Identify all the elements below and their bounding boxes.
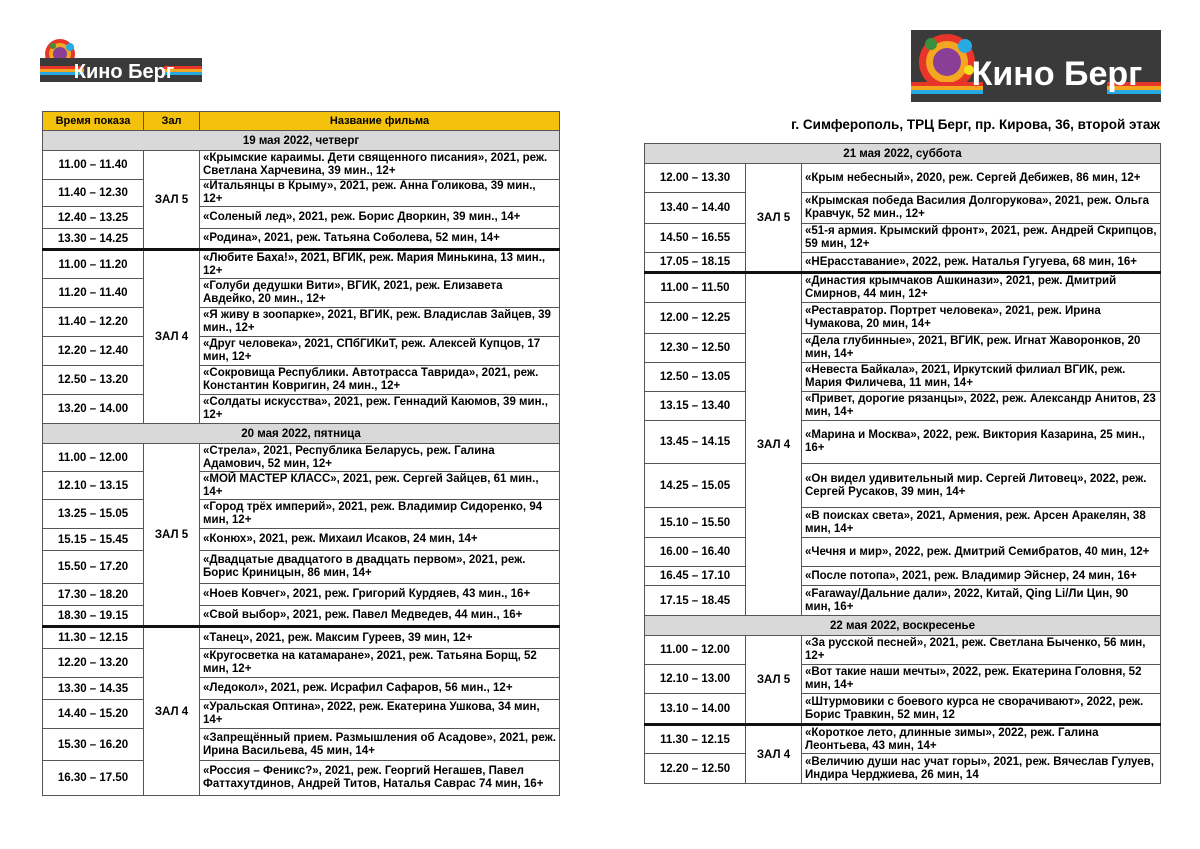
day-header-row xyxy=(645,616,1161,636)
film-description: «Ледокол», 2021, реж. Исрафил Сафаров, 56 мин., 12+ xyxy=(200,678,560,700)
screening-time: 11.20 – 11.40 xyxy=(43,279,144,308)
film-description: «Крымские караимы. Дети священного писания», 2021, реж. Светлана Харчевина, 39 мин., 12+ xyxy=(200,151,560,180)
film-description: «Конюх», 2021, реж. Михаил Исаков, 24 мин, 14+ xyxy=(200,529,560,551)
film-description: «Голуби дедушки Вити», ВГИК, 2021, реж. Елизавета Авдейко, 20 мин., 12+ xyxy=(200,279,560,308)
film-description: «Сокровища Республики. Автотрасса Таврида», 2021, реж. Константин Ковригин, 24 мин., 12+ xyxy=(200,366,560,395)
screening-row xyxy=(645,567,1161,586)
screening-time: 17.05 – 18.15 xyxy=(645,253,746,273)
film-description: «Запрещённый прием. Размышления об Асадове», 2021, реж. Ирина Васильева, 45 мин, 14+ xyxy=(200,729,560,761)
screening-time: 13.10 – 14.00 xyxy=(645,694,746,725)
cinema-address: г. Симферополь, ТРЦ Берг, пр. Кирова, 36, второй этаж xyxy=(791,117,1160,132)
screening-row xyxy=(645,538,1161,567)
screening-row xyxy=(43,678,560,700)
screening-time: 15.10 – 15.50 xyxy=(645,508,746,538)
screening-row xyxy=(43,308,560,337)
screening-time: 16.00 – 16.40 xyxy=(645,538,746,567)
screening-time: 17.15 – 18.45 xyxy=(645,586,746,616)
screening-time: 11.00 – 11.20 xyxy=(43,250,144,279)
screening-time: 12.20 – 12.40 xyxy=(43,337,144,366)
screening-row xyxy=(645,694,1161,725)
screening-time: 11.00 – 11.40 xyxy=(43,151,144,180)
day-title: 22 мая 2022, воскресенье xyxy=(645,616,1161,636)
screening-row xyxy=(43,229,560,250)
screening-row xyxy=(645,421,1161,464)
screening-time: 12.00 – 12.25 xyxy=(645,303,746,334)
screening-time: 17.30 – 18.20 xyxy=(43,584,144,606)
screening-row xyxy=(43,180,560,207)
screening-row xyxy=(43,529,560,551)
film-description: «Родина», 2021, реж. Татьяна Соболева, 52 мин, 14+ xyxy=(200,229,560,250)
film-description: «Любите Баха!», 2021, ВГИК, реж. Мария Минькина, 13 мин., 12+ xyxy=(200,250,560,279)
film-description: «Крым небесный», 2020, реж. Сергей Дебижев, 86 мин, 12+ xyxy=(802,164,1161,193)
screening-time: 12.00 – 13.30 xyxy=(645,164,746,193)
film-description: «Свой выбор», 2021, реж. Павел Медведев, 44 мин., 16+ xyxy=(200,606,560,627)
screening-row xyxy=(43,337,560,366)
film-description: «Чечня и мир», 2022, реж. Дмитрий Семибратов, 40 мин, 12+ xyxy=(802,538,1161,567)
film-description: «Уральская Оптина», 2022, реж. Екатерина Ушкова, 34 мин, 14+ xyxy=(200,700,560,729)
screening-row xyxy=(645,164,1161,193)
film-description: «Стрела», 2021, Республика Беларусь, реж. Галина Адамович, 52 мин, 12+ xyxy=(200,444,560,472)
film-description: «Штурмовики с боевого курса не сворачивают», 2022, реж. Борис Травкин, 52 мин, 12 xyxy=(802,694,1161,725)
screening-row xyxy=(645,224,1161,253)
screening-time: 12.20 – 12.50 xyxy=(645,754,746,784)
screening-time: 13.45 – 14.15 xyxy=(645,421,746,464)
screening-row xyxy=(645,586,1161,616)
screening-time: 12.40 – 13.25 xyxy=(43,207,144,229)
day-header-row xyxy=(43,424,560,444)
film-description: «НЕрасставание», 2022, реж. Наталья Гугуева, 68 мин, 16+ xyxy=(802,253,1161,273)
film-description: «Он видел удивительный мир. Сергей Литовец», 2022, реж. Сергей Русаков, 39 мин, 14+ xyxy=(802,464,1161,508)
screening-row xyxy=(645,636,1161,665)
day-header-row xyxy=(43,131,560,151)
screening-time: 13.30 – 14.35 xyxy=(43,678,144,700)
screening-row xyxy=(43,472,560,500)
hall-label: ЗАЛ 4 xyxy=(746,273,802,616)
screening-row xyxy=(645,363,1161,392)
film-description: «Солдаты искусства», 2021, реж. Геннадий Каюмов, 39 мин., 12+ xyxy=(200,395,560,424)
screening-time: 18.30 – 19.15 xyxy=(43,606,144,627)
screening-time: 11.00 – 12.00 xyxy=(43,444,144,472)
screening-row xyxy=(43,729,560,761)
screening-time: 14.50 – 16.55 xyxy=(645,224,746,253)
film-description: «Итальянцы в Крыму», 2021, реж. Анна Голикова, 39 мин., 12+ xyxy=(200,180,560,207)
screening-time: 11.00 – 12.00 xyxy=(645,636,746,665)
film-description: «Город трёх империй», 2021, реж. Владимир Сидоренко, 94 мин, 12+ xyxy=(200,500,560,529)
film-description: «Друг человека», 2021, СПбГИКиТ, реж. Алексей Купцов, 17 мин, 12+ xyxy=(200,337,560,366)
screening-row xyxy=(43,584,560,606)
screening-row xyxy=(43,606,560,627)
screening-row xyxy=(645,303,1161,334)
screening-row xyxy=(43,395,560,424)
day-title: 19 мая 2022, четверг xyxy=(43,131,560,151)
screening-row xyxy=(645,754,1161,784)
film-description: «51-я армия. Крымский фронт», 2021, реж. Андрей Скрипцов, 59 мин, 12+ xyxy=(802,224,1161,253)
film-description: «Ноев Ковчег», 2021, реж. Григорий Курдяев, 43 мин., 16+ xyxy=(200,584,560,606)
hall-label: ЗАЛ 5 xyxy=(746,636,802,725)
column-header-time: Время показа xyxy=(43,112,144,131)
screening-time: 11.30 – 12.15 xyxy=(43,627,144,649)
hall-label: ЗАЛ 4 xyxy=(144,250,200,424)
screening-time: 15.15 – 15.45 xyxy=(43,529,144,551)
screening-row xyxy=(43,366,560,395)
screening-row xyxy=(645,665,1161,694)
screening-row xyxy=(43,250,560,279)
film-description: «Вот такие наши мечты», 2022, реж. Екатерина Головня, 52 мин, 14+ xyxy=(802,665,1161,694)
hall-label: ЗАЛ 5 xyxy=(144,151,200,250)
film-description: «Faraway/Дальние дали», 2022, Китай, Qing Li/Ли Цин, 90 мин, 16+ xyxy=(802,586,1161,616)
screening-row xyxy=(645,508,1161,538)
screening-time: 15.30 – 16.20 xyxy=(43,729,144,761)
day-header-row xyxy=(645,144,1161,164)
hall-label: ЗАЛ 5 xyxy=(144,444,200,627)
hall-label: ЗАЛ 4 xyxy=(746,725,802,784)
screening-time: 14.25 – 15.05 xyxy=(645,464,746,508)
screening-row xyxy=(43,700,560,729)
screening-time: 14.40 – 15.20 xyxy=(43,700,144,729)
screening-time: 12.50 – 13.05 xyxy=(645,363,746,392)
day-title: 21 мая 2022, суббота xyxy=(645,144,1161,164)
screening-row xyxy=(43,207,560,229)
screening-row xyxy=(43,500,560,529)
schedule-table-left xyxy=(42,111,560,796)
screening-time: 16.30 – 17.50 xyxy=(43,761,144,796)
screening-row xyxy=(645,464,1161,508)
film-description: «Реставратор. Портрет человека», 2021, реж. Ирина Чумакова, 20 мин, 14+ xyxy=(802,303,1161,334)
film-description: «Россия – Феникс?», 2021, реж. Георгий Негашев, Павел Фаттахутдинов, Андрей Титов, Наталья Саврас 74 мин, 16+ xyxy=(200,761,560,796)
screening-row xyxy=(645,392,1161,421)
screening-time: 13.15 – 13.40 xyxy=(645,392,746,421)
screening-time: 12.30 – 12.50 xyxy=(645,334,746,363)
screening-time: 11.00 – 11.50 xyxy=(645,273,746,303)
film-description: «Кругосветка на катамаране», 2021, реж. Татьяна Борщ, 52 мин, 12+ xyxy=(200,649,560,678)
schedule-table-right xyxy=(644,143,1161,784)
screening-time: 12.20 – 13.20 xyxy=(43,649,144,678)
screening-time: 16.45 – 17.10 xyxy=(645,567,746,586)
screening-time: 13.25 – 15.05 xyxy=(43,500,144,529)
screening-row xyxy=(43,151,560,180)
column-header-hall: Зал xyxy=(144,112,200,131)
film-description: «Привет, дорогие рязанцы», 2022, реж. Александр Анитов, 23 мин, 14+ xyxy=(802,392,1161,421)
screening-time: 11.40 – 12.30 xyxy=(43,180,144,207)
day-title: 20 мая 2022, пятница xyxy=(43,424,560,444)
film-description: «МОЙ МАСТЕР КЛАСС», 2021, реж. Сергей Зайцев, 61 мин., 14+ xyxy=(200,472,560,500)
screening-time: 13.30 – 14.25 xyxy=(43,229,144,250)
film-description: «Невеста Байкала», 2021, Иркутский филиал ВГИК, реж. Мария Филичева, 11 мин, 14+ xyxy=(802,363,1161,392)
film-description: «Танец», 2021, реж. Максим Гуреев, 39 мин, 12+ xyxy=(200,627,560,649)
film-description: «Величию души нас учат горы», 2021, реж. Вячеслав Гулуев, Индира Черджиева, 26 мин, 14 xyxy=(802,754,1161,784)
screening-row xyxy=(43,627,560,649)
film-description: «За русской песней», 2021, реж. Светлана Быченко, 56 мин, 12+ xyxy=(802,636,1161,665)
film-description: «Марина и Москва», 2022, реж. Виктория Казарина, 25 мин., 16+ xyxy=(802,421,1161,464)
film-reel-icon xyxy=(919,34,975,90)
film-description: «Дела глубинные», 2021, ВГИК, реж. Игнат Жаворонков, 20 мин, 14+ xyxy=(802,334,1161,363)
kino-berg-logo-large xyxy=(911,30,1161,102)
screening-row xyxy=(43,551,560,584)
film-description: «В поисках света», 2021, Армения, реж. Арсен Аракелян, 38 мин, 14+ xyxy=(802,508,1161,538)
film-description: «Короткое лето, длинные зимы», 2022, реж. Галина Леонтьева, 43 мин, 14+ xyxy=(802,725,1161,754)
hall-label: ЗАЛ 5 xyxy=(746,164,802,273)
screening-time: 13.40 – 14.40 xyxy=(645,193,746,224)
screening-time: 11.40 – 12.20 xyxy=(43,308,144,337)
screening-row xyxy=(645,253,1161,273)
kino-berg-logo xyxy=(40,38,202,84)
column-header-film: Название фильма xyxy=(200,112,560,131)
screening-time: 12.10 – 13.15 xyxy=(43,472,144,500)
film-description: «Династия крымчаков Ашкинази», 2021, реж. Дмитрий Смирнов, 44 мин, 12+ xyxy=(802,273,1161,303)
screening-row xyxy=(645,725,1161,754)
film-description: «Я живу в зоопарке», 2021, ВГИК, реж. Владислав Зайцев, 39 мин., 12+ xyxy=(200,308,560,337)
screening-row xyxy=(645,273,1161,303)
screening-row xyxy=(43,279,560,308)
svg-text:Кино Берг: Кино Берг xyxy=(971,55,1143,93)
film-description: «После потопа», 2021, реж. Владимир Эйснер, 24 мин, 16+ xyxy=(802,567,1161,586)
screening-time: 13.20 – 14.00 xyxy=(43,395,144,424)
screening-time: 15.50 – 17.20 xyxy=(43,551,144,584)
screening-time: 12.10 – 13.00 xyxy=(645,665,746,694)
film-description: «Двадцатые двадцатого в двадцать первом», 2021, реж. Борис Криницын, 86 мин, 14+ xyxy=(200,551,560,584)
screening-row xyxy=(43,444,560,472)
screening-row xyxy=(43,649,560,678)
screening-time: 12.50 – 13.20 xyxy=(43,366,144,395)
screening-time: 11.30 – 12.15 xyxy=(645,725,746,754)
hall-label: ЗАЛ 4 xyxy=(144,627,200,796)
svg-text:Кино Берг: Кино Берг xyxy=(73,61,175,83)
film-description: «Крымская победа Василия Долгорукова», 2021, реж. Ольга Кравчук, 52 мин., 12+ xyxy=(802,193,1161,224)
screening-row xyxy=(645,334,1161,363)
film-description: «Соленый лед», 2021, реж. Борис Дворкин, 39 мин., 14+ xyxy=(200,207,560,229)
screening-row xyxy=(645,193,1161,224)
screening-row xyxy=(43,761,560,796)
